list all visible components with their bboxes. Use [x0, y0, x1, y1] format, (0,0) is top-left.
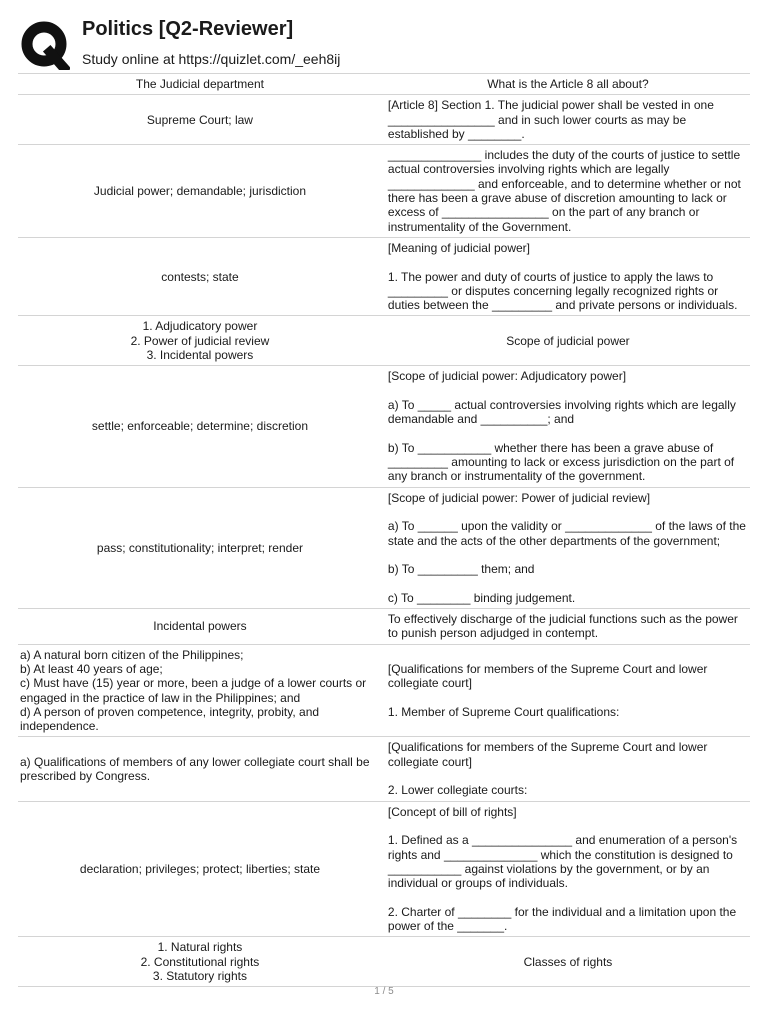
flashcard-definition — [384, 145, 750, 238]
quizlet-logo-icon — [20, 20, 70, 70]
flashcard-term — [18, 644, 384, 737]
term-text: The Judicial department — [135, 77, 264, 91]
term-text: settle; enforceable; determine; discretion — [91, 419, 309, 434]
flashcard-term — [18, 366, 384, 487]
definition-text: [Qualifications for members of the Supreme Court and lower collegiate court] 2. Lower collegiate courts: — [387, 740, 708, 798]
flashcard-row — [18, 95, 750, 145]
flashcard-term — [18, 737, 384, 801]
flashcard-row — [18, 937, 750, 987]
flashcard-definition — [384, 366, 750, 487]
flashcard-definition — [384, 609, 750, 645]
flashcard-row — [18, 609, 750, 645]
flashcard-row — [18, 737, 750, 801]
flashcard-table — [18, 73, 750, 987]
study-link[interactable]: Study online at https://quizlet.com/_eeh8ij — [82, 51, 341, 67]
flashcard-row — [18, 316, 750, 366]
flashcard-term — [18, 237, 384, 315]
flashcard-row — [18, 237, 750, 315]
term-text: pass; constitutionality; interpret; render — [96, 540, 303, 555]
flashcard-definition — [384, 316, 750, 366]
definition-text: [Scope of judicial power: Power of judicial review] a) To ______ upon the validity or _____________ of the laws of the state and the acts of the other departments of the government; b) To _________ them; and c) To ________ binding judgement. — [387, 490, 746, 605]
flashcard-term — [18, 937, 384, 987]
definition-text: [Scope of judicial power: Adjudicatory power] a) To _____ actual controversies involving rights which are legally demandable and __________; and b) To ___________ whether there has been a grave abuse of _________ amounting to lack or excess jurisdiction on the part of any branch or instrumentality of the government. — [387, 369, 736, 484]
term-text: 1. Adjudicatory power 2. Power of judicial review 3. Incidental powers — [130, 319, 270, 363]
flashcard-definition — [384, 737, 750, 801]
flashcard-term — [18, 609, 384, 645]
page-number: 1 / 5 — [374, 986, 394, 997]
flashcard-term — [18, 145, 384, 238]
definition-text: To effectively discharge of the judicial functions such as the power to punish person adjudged in contempt. — [387, 612, 738, 641]
definition-text: ______________ includes the duty of the courts of justice to settle actual controversies involving rights which are legally _____________ and enforceable, and to determine whether or not there has been a grave abuse of discretion amounting to lack or excess of ________________ on the part of any branch or instrumentality of the Government. — [387, 148, 741, 234]
flashcard-definition — [384, 801, 750, 937]
flashcard-definition — [384, 95, 750, 145]
flashcard-definition — [384, 74, 750, 95]
flashcard-row — [18, 801, 750, 937]
term-text: Judicial power; demandable; jurisdiction — [93, 183, 307, 198]
definition-text: [Article 8] Section 1. The judicial power shall be vested in one ________________ and in such lower courts as may be established by ________. — [387, 98, 714, 141]
definition-text: Classes of rights — [523, 954, 613, 969]
flashcard-row — [18, 487, 750, 608]
flashcard-term — [18, 74, 384, 95]
term-text: a) A natural born citizen of the Philippines; b) At least 40 years of age; c) Must have (15) year or more, been a judge of a lower courts or engaged in the practice of law in the Philippines; and d) A person of proven competence, integrity, probity, and independence. — [20, 647, 367, 734]
term-text: 1. Natural rights 2. Constitutional rights 3. Statutory rights — [140, 940, 260, 983]
definition-text: [Qualifications for members of the Supreme Court and lower collegiate court] 1. Member of Supreme Court qualifications: — [387, 661, 708, 719]
flashcard-row — [18, 74, 750, 95]
flashcard-term — [18, 801, 384, 937]
flashcard-definition — [384, 937, 750, 987]
page-title: Politics [Q2-Reviewer] — [82, 18, 294, 40]
flashcard-definition — [384, 644, 750, 737]
definition-text: Scope of judicial power — [506, 333, 630, 348]
flashcard-row — [18, 366, 750, 487]
definition-text: What is the Article 8 all about? — [487, 77, 649, 91]
term-text: Incidental powers — [153, 619, 247, 634]
term-text: Supreme Court; law — [146, 112, 253, 127]
definition-text: [Concept of bill of rights] 1. Defined as a _______________ and enumeration of a person's rights and ______________ which the constitution is designed to ___________ against violations by the government, or by an individual or groups of individuals. 2. Charter of ________ for the individual and a limitation upon the power of the _______. — [387, 804, 738, 934]
flashcard-definition — [384, 237, 750, 315]
flashcard-term — [18, 95, 384, 145]
flashcard-definition — [384, 487, 750, 608]
page-header — [18, 18, 758, 74]
flashcard-term — [18, 316, 384, 366]
flashcard-term — [18, 487, 384, 608]
flashcard-row — [18, 644, 750, 737]
flashcard-row — [18, 145, 750, 238]
term-text: a) Qualifications of members of any lower collegiate court shall be prescribed by Congress. — [20, 754, 370, 784]
term-text: contests; state — [161, 269, 239, 284]
term-text: declaration; privileges; protect; liberties; state — [79, 861, 321, 876]
definition-text: [Meaning of judicial power] 1. The power and duty of courts of justice to apply the laws to _________ or disputes concerning legally recognized rights or duties between the _________ and private persons or individuals. — [387, 240, 738, 313]
